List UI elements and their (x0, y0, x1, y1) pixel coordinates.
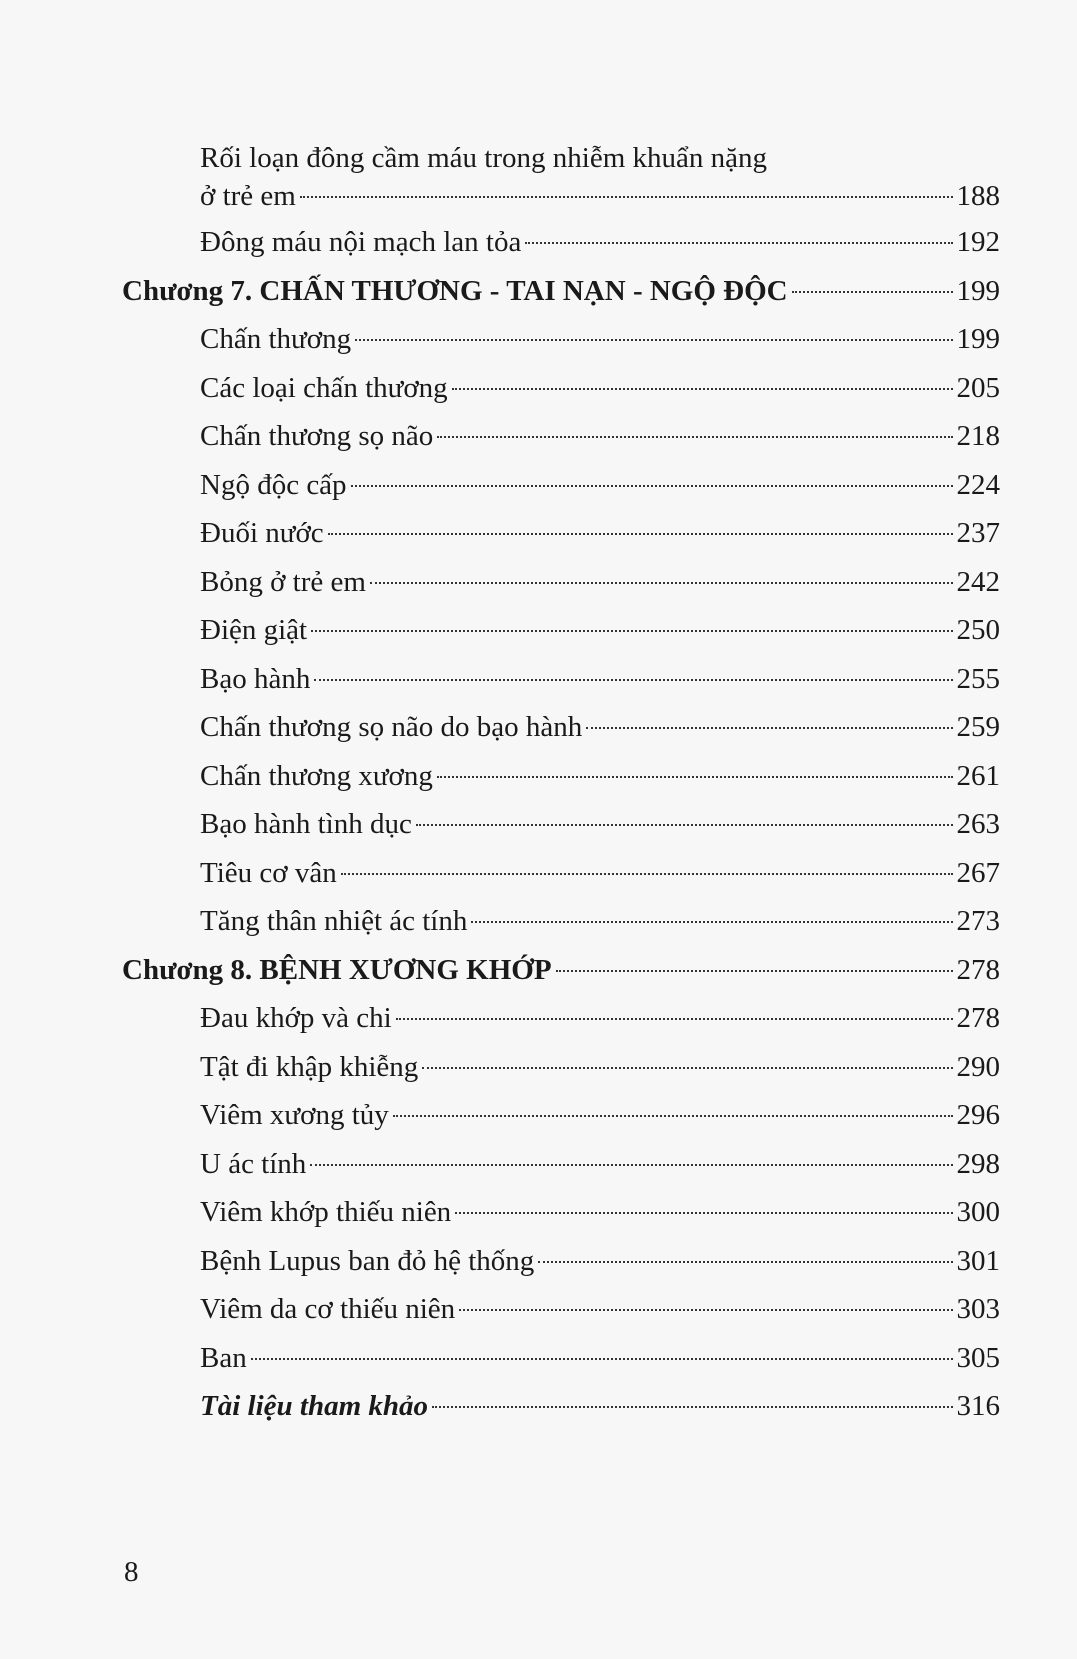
toc-page-number: 301 (956, 1244, 1000, 1277)
toc-entry-title: Đuối nước (200, 517, 324, 549)
toc-entry-row (200, 1289, 1000, 1329)
toc-entry-title: Tật đi khập khiễng (200, 1050, 419, 1083)
toc-page-number: 263 (956, 808, 1000, 840)
toc-entry-title: Viêm khớp thiếu niên (200, 1196, 452, 1228)
toc-entry-title: Chấn thương sọ não (200, 420, 434, 452)
toc-page-number: 300 (956, 1196, 1000, 1228)
toc-entry-row (200, 416, 1000, 456)
toc-entry-title: Bỏng ở trẻ em (200, 565, 366, 598)
toc-page-number: 273 (956, 905, 1000, 937)
toc-entry-title-line2: ở trẻ em (200, 180, 296, 212)
toc-page-number: 218 (956, 420, 1000, 452)
toc-chapter-row (122, 271, 1000, 311)
toc-entry-title: Tài liệu tham khảo (200, 1390, 429, 1422)
toc-entry-row (200, 998, 1000, 1038)
toc-page-number: 278 (956, 953, 1000, 986)
toc-entry-title: Chấn thương sọ não do bạo hành (200, 711, 583, 743)
dot-leader (370, 582, 953, 584)
toc-entry-row (200, 368, 1000, 408)
dot-leader (437, 776, 953, 778)
toc-entry-row (200, 756, 1000, 796)
dot-leader (452, 388, 953, 390)
toc-entry-title: U ác tính (200, 1147, 307, 1180)
toc-entry-title: Đông máu nội mạch lan tỏa (200, 226, 522, 258)
toc-page-number: 290 (956, 1050, 1000, 1083)
toc-entry-row (200, 222, 1000, 262)
toc-entry-title: Chấn thương xương (200, 759, 433, 792)
toc-entry-title: Tăng thân nhiệt ác tính (200, 905, 468, 937)
toc-entry-row (200, 1386, 1000, 1426)
toc-entry-title: Tiêu cơ vân (200, 856, 337, 889)
toc-entry-row (200, 707, 1000, 747)
toc-page-number: 237 (956, 517, 1000, 549)
dot-leader (341, 873, 953, 875)
dot-leader (538, 1261, 952, 1263)
toc-entry-row (200, 465, 1000, 505)
dot-leader (416, 824, 953, 826)
dot-leader (300, 196, 953, 198)
toc-entry-title: Chấn thương (200, 323, 352, 355)
toc-page-number: 267 (956, 856, 1000, 889)
toc-page-number: 205 (956, 371, 1000, 404)
dot-leader (459, 1309, 952, 1311)
toc-entry-row (200, 901, 1000, 941)
toc-page-number: 199 (956, 274, 1000, 307)
dot-leader (311, 630, 952, 632)
toc-entry-title: Ngộ độc cấp (200, 468, 347, 501)
page-number: 8 (124, 1556, 139, 1588)
toc-entry-row (200, 176, 1000, 216)
toc-entry-row (200, 853, 1000, 893)
toc-entry-title: Đau khớp và chi (200, 1002, 392, 1034)
toc-entry-row (200, 610, 1000, 650)
toc-entry-title: Viêm xương tủy (200, 1099, 389, 1131)
dot-leader (422, 1067, 952, 1069)
toc-entry-title-line1: Rối loạn đông cầm máu trong nhiễm khuẩn nặng (200, 142, 768, 174)
toc-page-number: 261 (956, 759, 1000, 792)
toc-entry-row (200, 804, 1000, 844)
toc-entry-row (200, 513, 1000, 553)
dot-leader (455, 1212, 952, 1214)
toc-entry-row (200, 1192, 1000, 1232)
toc-entry-row (200, 659, 1000, 699)
toc-entry-row (200, 319, 1000, 359)
toc-entry-row (200, 1047, 1000, 1087)
dot-leader (393, 1115, 953, 1117)
dot-leader (556, 970, 953, 972)
toc-page-number: 224 (956, 468, 1000, 501)
toc-page-number: 278 (956, 1002, 1000, 1034)
dot-leader (396, 1018, 953, 1020)
toc-entry-title: Bạo hành (200, 662, 311, 695)
toc-chapter-row (122, 950, 1000, 990)
toc-entry-row (200, 1095, 1000, 1135)
toc-page-number: 303 (956, 1293, 1000, 1325)
toc-chapter-title: Chương 7. CHẤN THƯƠNG - TAI NẠN - NGỘ ĐỘC (122, 274, 788, 307)
dot-leader (792, 291, 953, 293)
toc-entry-row (200, 1241, 1000, 1281)
toc-entry-row (200, 1338, 1000, 1378)
dot-leader (251, 1358, 953, 1360)
dot-leader (328, 533, 953, 535)
toc-page-number: 298 (956, 1147, 1000, 1180)
toc-entry-title: Các loại chấn thương (200, 371, 448, 404)
toc-page-number: 259 (956, 711, 1000, 743)
dot-leader (586, 727, 952, 729)
toc-page-number: 316 (956, 1390, 1000, 1422)
dot-leader (432, 1406, 952, 1408)
toc-page-number: 255 (956, 662, 1000, 695)
dot-leader (314, 679, 952, 681)
toc-chapter-title: Chương 8. BỆNH XƯƠNG KHỚP (122, 953, 552, 986)
toc-entry-title: Ban (200, 1341, 247, 1374)
dot-leader (437, 436, 952, 438)
toc-entry-title: Điện giật (200, 614, 308, 646)
dot-leader (471, 921, 952, 923)
toc-entry-row (200, 562, 1000, 602)
dot-leader (355, 339, 952, 341)
dot-leader (525, 242, 952, 244)
toc-page-number: 192 (956, 226, 1000, 258)
dot-leader (310, 1164, 952, 1166)
toc-page-number: 250 (956, 614, 1000, 646)
toc-page-number: 242 (956, 565, 1000, 598)
toc-page-number: 199 (956, 323, 1000, 355)
toc-entry-title: Bạo hành tình dục (200, 808, 412, 840)
toc-page-number: 296 (956, 1099, 1000, 1131)
toc-entry-title: Bệnh Lupus ban đỏ hệ thống (200, 1244, 535, 1277)
toc-entry-row (200, 1144, 1000, 1184)
toc-page-number: 188 (956, 180, 1000, 212)
toc-entry-title: Viêm da cơ thiếu niên (200, 1293, 456, 1325)
toc-page-number: 305 (956, 1341, 1000, 1374)
dot-leader (351, 485, 953, 487)
